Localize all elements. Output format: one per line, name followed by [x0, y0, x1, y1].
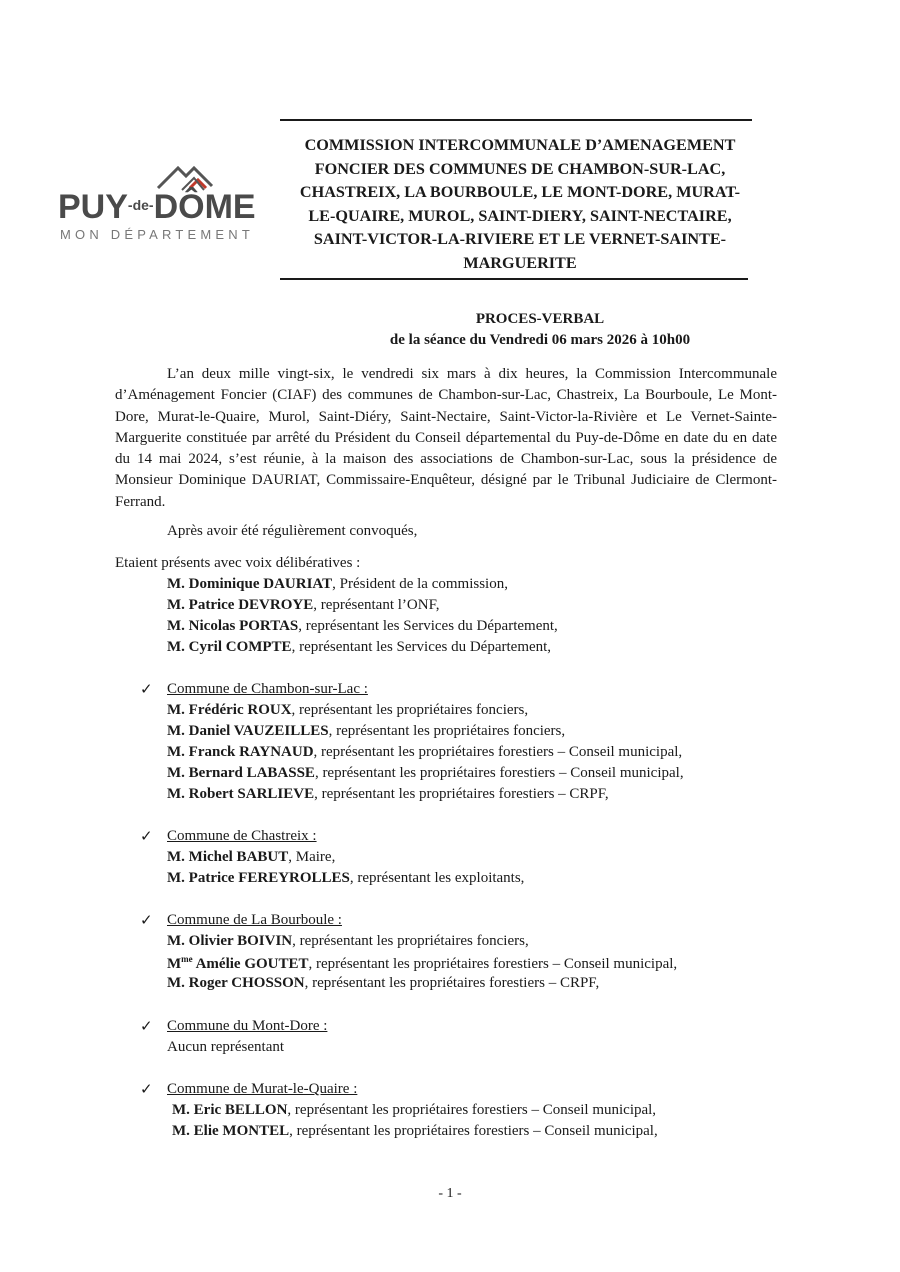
check-icon: ✓ [140, 1082, 153, 1098]
logo-subtitle: MON DÉPARTEMENT [60, 227, 254, 242]
member-item: M. Franck RAYNAUD, représentant les propriétaires forestiers – Conseil municipal, [167, 744, 683, 760]
member-item: $M^{me}$ Amélie GOUTET, représentant les propriétaires forestiers – Conseil municipal, [167, 954, 678, 972]
present-item: M. Patrice DEVROYE, représentant l’ONF, [167, 597, 440, 613]
check-icon: ✓ [140, 682, 153, 698]
page-number: - 1 - [438, 1186, 462, 1201]
commune-heading: Commune de La Bourboule : [167, 912, 342, 928]
presents-label: Etaient présents avec voix délibératives : [115, 555, 361, 571]
member-item: M. Frédéric ROUX, représentant les propriétaires fonciers, [167, 702, 529, 718]
header-top-rule [280, 119, 752, 121]
member-item: M. Patrice FEREYROLLES, représentant les exploitants, [167, 870, 525, 886]
check-icon: ✓ [140, 1019, 153, 1035]
puy-de-dome-logo [58, 160, 263, 242]
intro-paragraph: L’an deux mille vingt-six, le vendredi six mars à dix heures, la Commission Intercommunale d’Aménagement Foncier (CIAF) des communes de Chambon-sur-Lac, Chastreix, La Bourboule, Le Mont-Dore, Murat-le-Quaire, Murol, Saint-Diéry, Saint-Nectaire, Saint-Victor-la-Rivière et Le Vernet-Sainte-Marguerite constituée par arrêté du Président du Conseil départemental du Puy-de-Dôme en date du en date du 14 mai 2024, s’est réunie, à la maison des associations de Chambon-sur-Lac, sous la présidence de Monsieur Dominique DAURIAT, Commissaire-Enquêteur, désigné par le Tribunal Judiciaire de Clermont-Ferrand. [115, 366, 777, 510]
logo-brand: PUY-de-DÔME [58, 188, 256, 226]
member-item: M. Elie MONTEL, représentant les propriétaires forestiers – Conseil municipal, [172, 1123, 658, 1139]
convoques-text: Après avoir été régulièrement convoqués, [167, 523, 418, 539]
member-item: M. Robert SARLIEVE, représentant les propriétaires forestiers – CRPF, [167, 786, 609, 802]
member-item: M. Bernard LABASSE, représentant les propriétaires forestiers – Conseil municipal, [167, 765, 684, 781]
present-item: M. Nicolas PORTAS, représentant les Services du Département, [167, 618, 558, 634]
commune-heading: Commune de Chambon-sur-Lac : [167, 681, 368, 697]
commune-heading: Commune de Chastreix : [167, 828, 317, 844]
member-item: M. Eric BELLON, représentant les propriétaires forestiers – Conseil municipal, [172, 1102, 657, 1118]
member-item: M. Olivier BOIVIN, représentant les propriétaires fonciers, [167, 933, 529, 949]
header-bottom-rule [280, 278, 748, 280]
member-item: M. Roger CHOSSON, représentant les propriétaires forestiers – CRPF, [167, 975, 600, 991]
commune-heading: Commune du Mont-Dore : [167, 1018, 328, 1034]
present-item: M. Dominique DAURIAT, Président de la commission, [167, 576, 508, 592]
pv-subtitle: de la séance du Vendredi 06 mars 2026 à 10h00 [389, 332, 691, 348]
present-item: M. Cyril COMPTE, représentant les Services du Département, [167, 639, 552, 655]
pv-title: PROCES-VERBAL [475, 311, 605, 327]
member-item: M. Daniel VAUZEILLES, représentant les propriétaires fonciers, [167, 723, 566, 739]
commission-title: COMMISSION INTERCOMMUNALE D’AMENAGEMENT FONCIER DES COMMUNES DE CHAMBON-SUR-LAC, CHASTREIX, LA BOURBOULE, LE MONT-DORE, MURAT- LE-QUAIRE, MUROL, SAINT-DIERY, SAINT-NECTAIRE, SAINT-VICTOR-LA-RIVIERE ET LE VERNET-SAINTE- MARGUERITE [299, 136, 741, 272]
member-item: Aucun représentant [167, 1039, 285, 1055]
check-icon: ✓ [140, 829, 153, 845]
member-item: M. Michel BABUT, Maire, [167, 849, 336, 865]
commune-heading: Commune de Murat-le-Quaire : [167, 1081, 358, 1097]
check-icon: ✓ [140, 913, 153, 929]
